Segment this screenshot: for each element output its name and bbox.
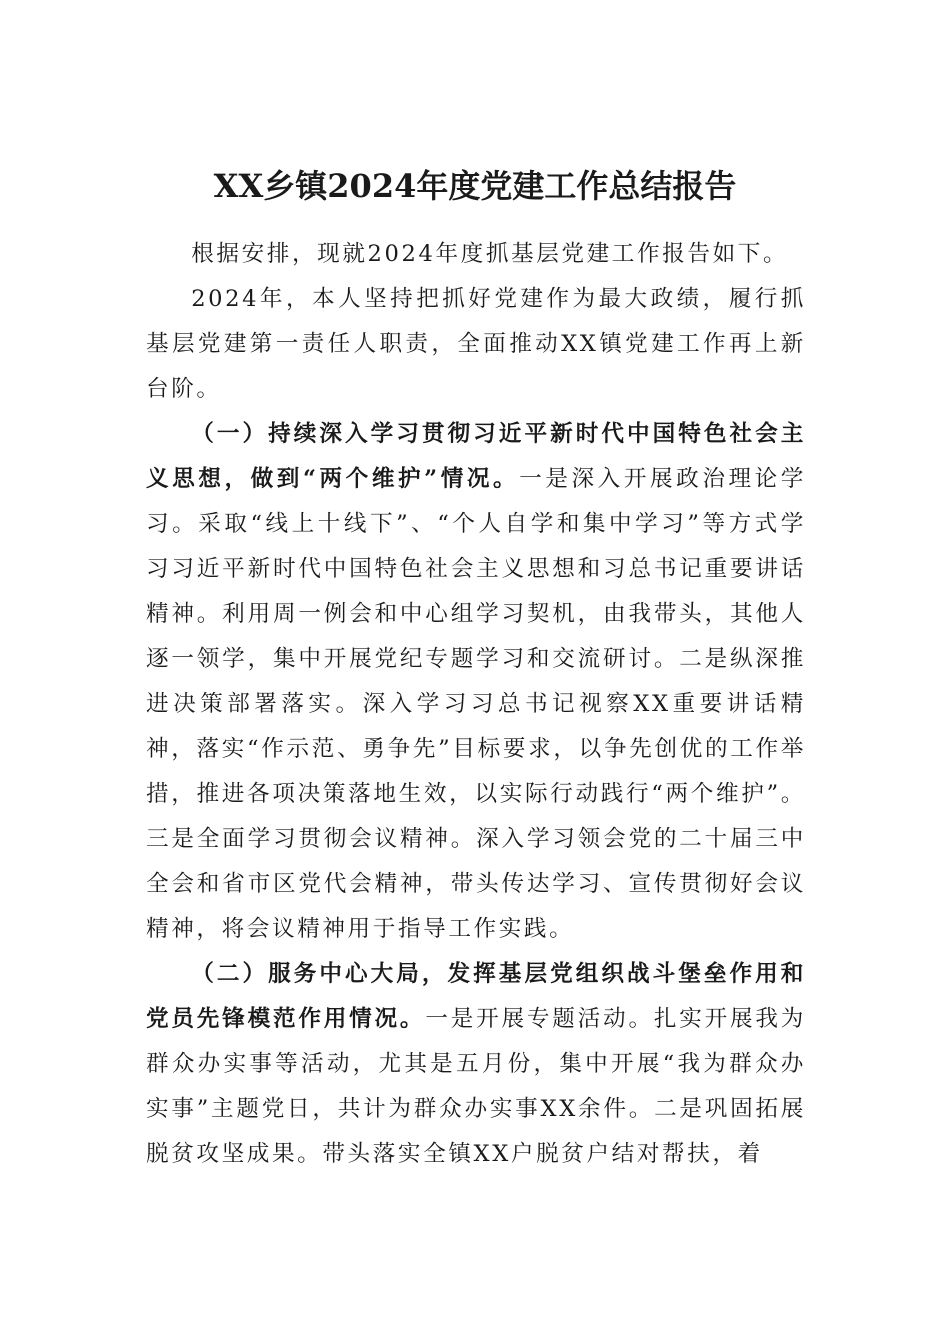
paragraph-text: 2024年，本人坚持把抓好党建作为最大政绩，履行抓基层党建第一责任人职责，全面推动XX镇党建工作再上新台阶。 [146,286,806,402]
paragraph-intro [146,232,806,277]
section-heading: （二）服务中心大局，发挥基层党组织战斗堡垒作用和党员先锋模范作用情况。 [146,961,806,1032]
paragraph-text: 一是深入开展政治理论学习。采取“线上十线下”、“个人自学和集中学习”等方式学习习近平新时代中国特色社会主义思想和习总书记重要讲话精神。利用周一例会和中心组学习契机，由我带头，其他人逐一领学，集中开展党纪专题学习和交流研讨。二是纵深推进决策部署落实。深入学习习总书记视察XX重要讲话精神，落实“作示范、勇争先”目标要求，以争先创优的工作举措，推进各项决策落地生效，以实际行动践行“两个维护”。三是全面学习贯彻会议精神。深入学习领会党的二十届三中全会和省市区党代会精神，带头传达学习、宣传贯彻好会议精神，将会议精神用于指导工作实践。 [146,466,806,942]
paragraph-section-1 [146,412,806,952]
paragraph-section-2 [146,952,806,1177]
paragraph-text: 一是开展专题活动。扎实开展我为群众办实事等活动，尤其是五月份，集中开展“我为群众办实事”主题党日，共计为群众办实事XX余件。二是巩固拓展脱贫攻坚成果。带头落实全镇XX户脱贫户结对帮扶，着 [146,1006,806,1167]
document-body [146,232,806,1177]
paragraph-text: 根据安排，现就2024年度抓基层党建工作报告如下。 [191,241,789,267]
paragraph-overview [146,277,806,412]
document-title: XX乡镇2024年度党建工作总结报告 [213,167,737,205]
section-heading: （一）持续深入学习贯彻习近平新时代中国特色社会主义思想，做到“两个维护”情况。 [146,421,806,492]
